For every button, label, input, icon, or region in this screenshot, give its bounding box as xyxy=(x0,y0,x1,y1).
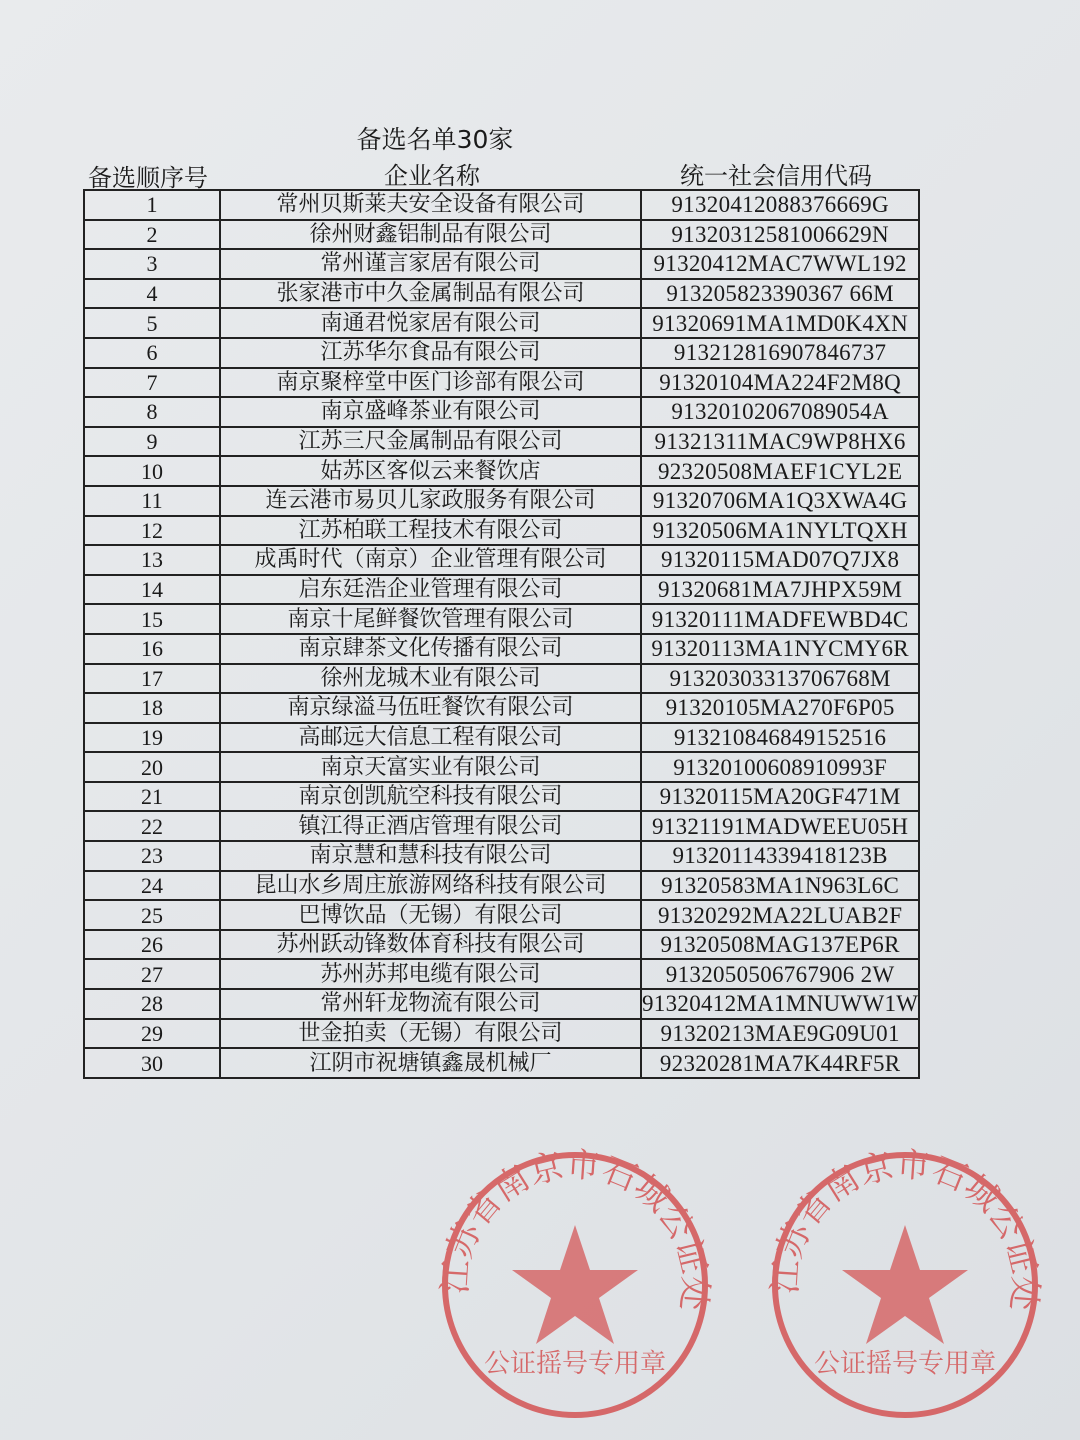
company-name: 姑苏区客似云来餐饮店 xyxy=(220,456,641,486)
credit-code: 91320213MAE9G09U01 xyxy=(641,1019,919,1049)
row-number: 25 xyxy=(84,900,220,930)
credit-code: 91320412MA1MNUWW1W xyxy=(641,989,919,1019)
table-row xyxy=(84,516,919,546)
row-number: 20 xyxy=(84,752,220,782)
table-row xyxy=(84,604,919,634)
company-name: 启东廷浩企业管理有限公司 xyxy=(220,575,641,605)
company-name: 常州轩龙物流有限公司 xyxy=(220,989,641,1019)
header-company-name: 企业名称 xyxy=(384,162,480,190)
table-row xyxy=(84,841,919,871)
credit-code: 92320508MAEF1CYL2E xyxy=(641,456,919,486)
row-number: 11 xyxy=(84,486,220,516)
credit-code: 91320312581006629N xyxy=(641,220,919,250)
company-name: 昆山水乡周庄旅游网络科技有限公司 xyxy=(220,871,641,901)
credit-code: 91320105MA270F6P05 xyxy=(641,693,919,723)
credit-code: 91320100608910993F xyxy=(641,752,919,782)
row-number: 28 xyxy=(84,989,220,1019)
company-name: 连云港市易贝儿家政服务有限公司 xyxy=(220,486,641,516)
row-number: 15 xyxy=(84,604,220,634)
company-name: 南京创凯航空科技有限公司 xyxy=(220,782,641,812)
credit-code: 91320111MADFEWBD4C xyxy=(641,604,919,634)
company-name: 徐州龙城木业有限公司 xyxy=(220,664,641,694)
table-row xyxy=(84,279,919,309)
company-name: 南京聚梓堂中医门诊部有限公司 xyxy=(220,368,641,398)
svg-text:江苏省南京市石城公证处: 江苏省南京市石城公证处 xyxy=(765,1144,1045,1313)
row-number: 4 xyxy=(84,279,220,309)
company-name: 徐州财鑫铝制品有限公司 xyxy=(220,220,641,250)
credit-code: 91320508MAG137EP6R xyxy=(641,930,919,960)
table-row xyxy=(84,959,919,989)
credit-code: 91320303313706768M xyxy=(641,664,919,694)
credit-code: 913205823390367 66M xyxy=(641,279,919,309)
company-name: 南京盛峰茶业有限公司 xyxy=(220,397,641,427)
company-name: 常州贝斯莱夫安全设备有限公司 xyxy=(220,190,641,220)
candidate-table xyxy=(83,189,920,1079)
credit-code: 92320281MA7K44RF5R xyxy=(641,1048,919,1078)
company-name: 苏州苏邦电缆有限公司 xyxy=(220,959,641,989)
company-name: 镇江得正酒店管理有限公司 xyxy=(220,811,641,841)
table-row xyxy=(84,1019,919,1049)
credit-code: 91320706MA1Q3XWA4G xyxy=(641,486,919,516)
row-number: 5 xyxy=(84,308,220,338)
table-row xyxy=(84,220,919,250)
row-number: 24 xyxy=(84,871,220,901)
table-row xyxy=(84,871,919,901)
row-number: 3 xyxy=(84,249,220,279)
table-row xyxy=(84,486,919,516)
table-row xyxy=(84,989,919,1019)
table-row xyxy=(84,930,919,960)
table-row xyxy=(84,397,919,427)
credit-code: 9132050506767906 2W xyxy=(641,959,919,989)
header-sequence-number: 备选顺序号 xyxy=(88,164,208,192)
table-row xyxy=(84,308,919,338)
svg-text:江苏省南京市石城公证处: 江苏省南京市石城公证处 xyxy=(435,1144,715,1313)
notary-seal-top xyxy=(430,1140,720,1430)
row-number: 30 xyxy=(84,1048,220,1078)
row-number: 17 xyxy=(84,664,220,694)
credit-code: 91320292MA22LUAB2F xyxy=(641,900,919,930)
table-row xyxy=(84,1048,919,1078)
table-row xyxy=(84,545,919,575)
row-number: 26 xyxy=(84,930,220,960)
notary-seal-bottom xyxy=(760,1140,1050,1430)
company-name: 南京绿溢马伍旺餐饮有限公司 xyxy=(220,693,641,723)
svg-text:公证摇号专用章: 公证摇号专用章 xyxy=(483,1349,667,1379)
table-row xyxy=(84,190,919,220)
company-name: 成禹时代（南京）企业管理有限公司 xyxy=(220,545,641,575)
table-row xyxy=(84,900,919,930)
credit-code: 91320115MAD07Q7JX8 xyxy=(641,545,919,575)
company-name: 张家港市中久金属制品有限公司 xyxy=(220,279,641,309)
svg-text:公证摇号专用章: 公证摇号专用章 xyxy=(813,1349,997,1379)
list-title: 备选名单30家 xyxy=(356,125,514,154)
credit-code: 91320681MA7JHPX59M xyxy=(641,575,919,605)
row-number: 1 xyxy=(84,190,220,220)
company-name: 江苏柏联工程技术有限公司 xyxy=(220,516,641,546)
table-row xyxy=(84,338,919,368)
company-name: 南京慧和慧科技有限公司 xyxy=(220,841,641,871)
company-name: 苏州跃动锋数体育科技有限公司 xyxy=(220,930,641,960)
credit-code: 913212816907846737 xyxy=(641,338,919,368)
table-row xyxy=(84,723,919,753)
row-number: 29 xyxy=(84,1019,220,1049)
company-name: 巴博饮品（无锡）有限公司 xyxy=(220,900,641,930)
header-credit-code: 统一社会信用代码 xyxy=(680,162,872,190)
table-row xyxy=(84,664,919,694)
credit-code: 91320114339418123B xyxy=(641,841,919,871)
row-number: 9 xyxy=(84,427,220,457)
credit-code: 91320102067089054A xyxy=(641,397,919,427)
company-name: 南京肆茶文化传播有限公司 xyxy=(220,634,641,664)
row-number: 27 xyxy=(84,959,220,989)
row-number: 13 xyxy=(84,545,220,575)
credit-code: 91320113MA1NYCMY6R xyxy=(641,634,919,664)
table-row xyxy=(84,368,919,398)
row-number: 12 xyxy=(84,516,220,546)
row-number: 22 xyxy=(84,811,220,841)
company-name: 南京天富实业有限公司 xyxy=(220,752,641,782)
credit-code: 91320691MA1MD0K4XN xyxy=(641,308,919,338)
credit-code: 91320583MA1N963L6C xyxy=(641,871,919,901)
company-name: 世金拍卖（无锡）有限公司 xyxy=(220,1019,641,1049)
credit-code: 91320412088376669G xyxy=(641,190,919,220)
credit-code: 91320506MA1NYLTQXH xyxy=(641,516,919,546)
table-row xyxy=(84,249,919,279)
credit-code: 91320104MA224F2M8Q xyxy=(641,368,919,398)
row-number: 8 xyxy=(84,397,220,427)
row-number: 18 xyxy=(84,693,220,723)
table-row xyxy=(84,427,919,457)
company-name: 南京十尾鲜餐饮管理有限公司 xyxy=(220,604,641,634)
table-row xyxy=(84,634,919,664)
table-row xyxy=(84,811,919,841)
credit-code: 91321191MADWEEU05H xyxy=(641,811,919,841)
company-name: 江苏华尔食品有限公司 xyxy=(220,338,641,368)
company-name: 江阴市祝塘镇鑫晟机械厂 xyxy=(220,1048,641,1078)
credit-code: 913210846849152516 xyxy=(641,723,919,753)
table-row xyxy=(84,782,919,812)
table-row xyxy=(84,575,919,605)
row-number: 23 xyxy=(84,841,220,871)
row-number: 10 xyxy=(84,456,220,486)
company-name: 常州谨言家居有限公司 xyxy=(220,249,641,279)
row-number: 19 xyxy=(84,723,220,753)
company-name: 江苏三尺金属制品有限公司 xyxy=(220,427,641,457)
credit-code: 91320115MA20GF471M xyxy=(641,782,919,812)
row-number: 6 xyxy=(84,338,220,368)
row-number: 7 xyxy=(84,368,220,398)
table-row xyxy=(84,456,919,486)
row-number: 14 xyxy=(84,575,220,605)
table-row xyxy=(84,752,919,782)
credit-code: 91321311MAC9WP8HX6 xyxy=(641,427,919,457)
row-number: 2 xyxy=(84,220,220,250)
company-name: 南通君悦家居有限公司 xyxy=(220,308,641,338)
row-number: 16 xyxy=(84,634,220,664)
row-number: 21 xyxy=(84,782,220,812)
table-row xyxy=(84,693,919,723)
credit-code: 91320412MAC7WWL192 xyxy=(641,249,919,279)
company-name: 高邮远大信息工程有限公司 xyxy=(220,723,641,753)
